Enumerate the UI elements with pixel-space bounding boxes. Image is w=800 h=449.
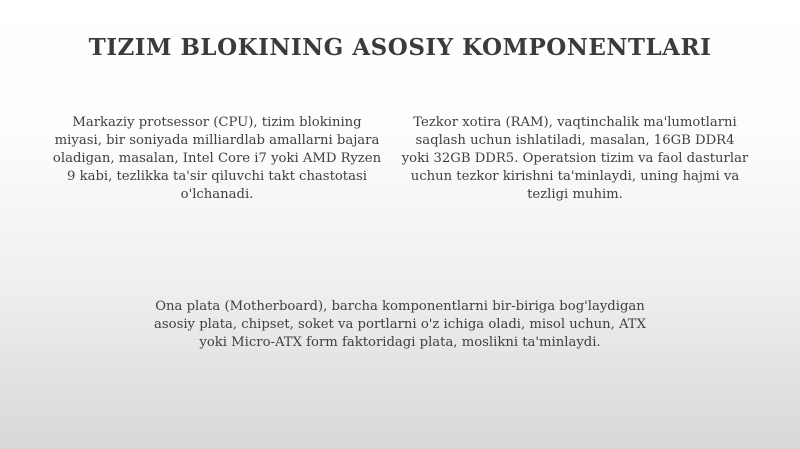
- cpu-description: Markaziy protsessor (CPU), tizim blokining miyasi, bir soniyada milliardlab amallarni bajara oladigan, masalan, Intel Core i7 yoki AMD Ryzen 9 kabi, tezlikka ta'sir qiluvchi takt chastotasi o'lchanadi.: [52, 115, 382, 202]
- slide-title: TIZIM BLOKINING ASOSIY KOMPONENTLARI: [88, 34, 712, 61]
- ram-description: Tezkor xotira (RAM), vaqtinchalik ma'lumotlarni saqlash uchun ishlatiladi, masalan, 16GB DDR4 yoki 32GB DDR5. Operatsion tizim va faol dasturlar uchun tezkor kirishni ta'minlaydi, uning hajmi va tezligi muhim.: [401, 115, 749, 202]
- motherboard-description: Ona plata (Motherboard), barcha komponentlarni bir-biriga bog'laydigan asosiy plata, chipset, soket va portlarni o'z ichiga oladi, misol uchun, ATX yoki Micro-ATX form faktoridagi plata, moslikni ta'minlaydi.: [154, 299, 646, 350]
